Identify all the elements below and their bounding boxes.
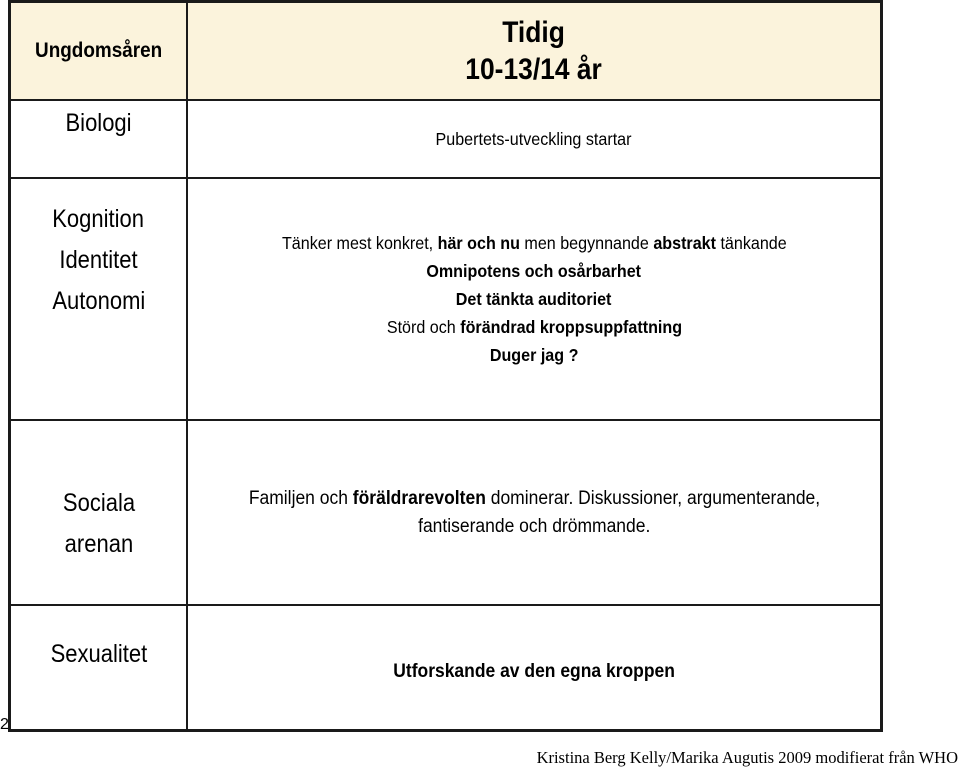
sociala-line2: fantiserande och drömmande. bbox=[417, 516, 651, 537]
page-number: 2 bbox=[0, 716, 9, 733]
sociala-label: Sociala bbox=[62, 488, 135, 517]
autonomi-label: Autonomi bbox=[52, 287, 145, 315]
header-title-line1: Tidig bbox=[502, 16, 566, 49]
row-divider bbox=[11, 99, 880, 101]
sociala-content-cell bbox=[188, 421, 880, 604]
header-title-cell bbox=[188, 3, 880, 99]
column-divider bbox=[186, 3, 188, 729]
arenan-label: arenan bbox=[64, 529, 133, 558]
header-title-line2: 10-13/14 år bbox=[465, 53, 603, 86]
kognition-content-cell bbox=[188, 179, 880, 419]
row-divider bbox=[11, 177, 880, 179]
kognition-label: Kognition bbox=[52, 205, 145, 233]
kognition-line3: Det tänkta auditoriet bbox=[456, 289, 612, 309]
sociala-line1: Familjen och föräldrarevolten dominerar. Diskussioner, argumenterande, bbox=[248, 488, 820, 509]
header-row-label: Ungdomsåren bbox=[34, 39, 163, 62]
row-divider bbox=[11, 419, 880, 421]
stage-table bbox=[8, 0, 883, 732]
header-row-label-cell bbox=[11, 3, 186, 99]
footer-credit: Kristina Berg Kelly/Marika Augutis 2009 modifierat från WHO bbox=[536, 748, 958, 767]
kognition-line5: Duger jag ? bbox=[489, 345, 579, 365]
sexualitet-label-cell bbox=[11, 606, 186, 732]
sexualitet-text: Utforskande av den egna kroppen bbox=[393, 661, 675, 682]
row-divider bbox=[11, 604, 880, 606]
biologi-text: Pubertets-utveckling startar bbox=[436, 129, 632, 149]
kognition-line4: Störd och förändrad kroppsuppfattning bbox=[386, 317, 682, 337]
sociala-label-cell bbox=[11, 421, 186, 604]
kognition-line2: Omnipotens och osårbarhet bbox=[426, 261, 642, 281]
identitet-label: Identitet bbox=[59, 246, 138, 274]
biologi-label: Biologi bbox=[65, 109, 132, 137]
sexualitet-content-cell bbox=[188, 606, 880, 732]
biologi-label-cell bbox=[11, 101, 186, 177]
kognition-line1: Tänker mest konkret, här och nu men begynnande abstrakt tänkande bbox=[281, 233, 787, 253]
sexualitet-label: Sexualitet bbox=[50, 640, 147, 668]
kognition-label-cell bbox=[11, 179, 186, 419]
biologi-content-cell bbox=[188, 101, 880, 177]
